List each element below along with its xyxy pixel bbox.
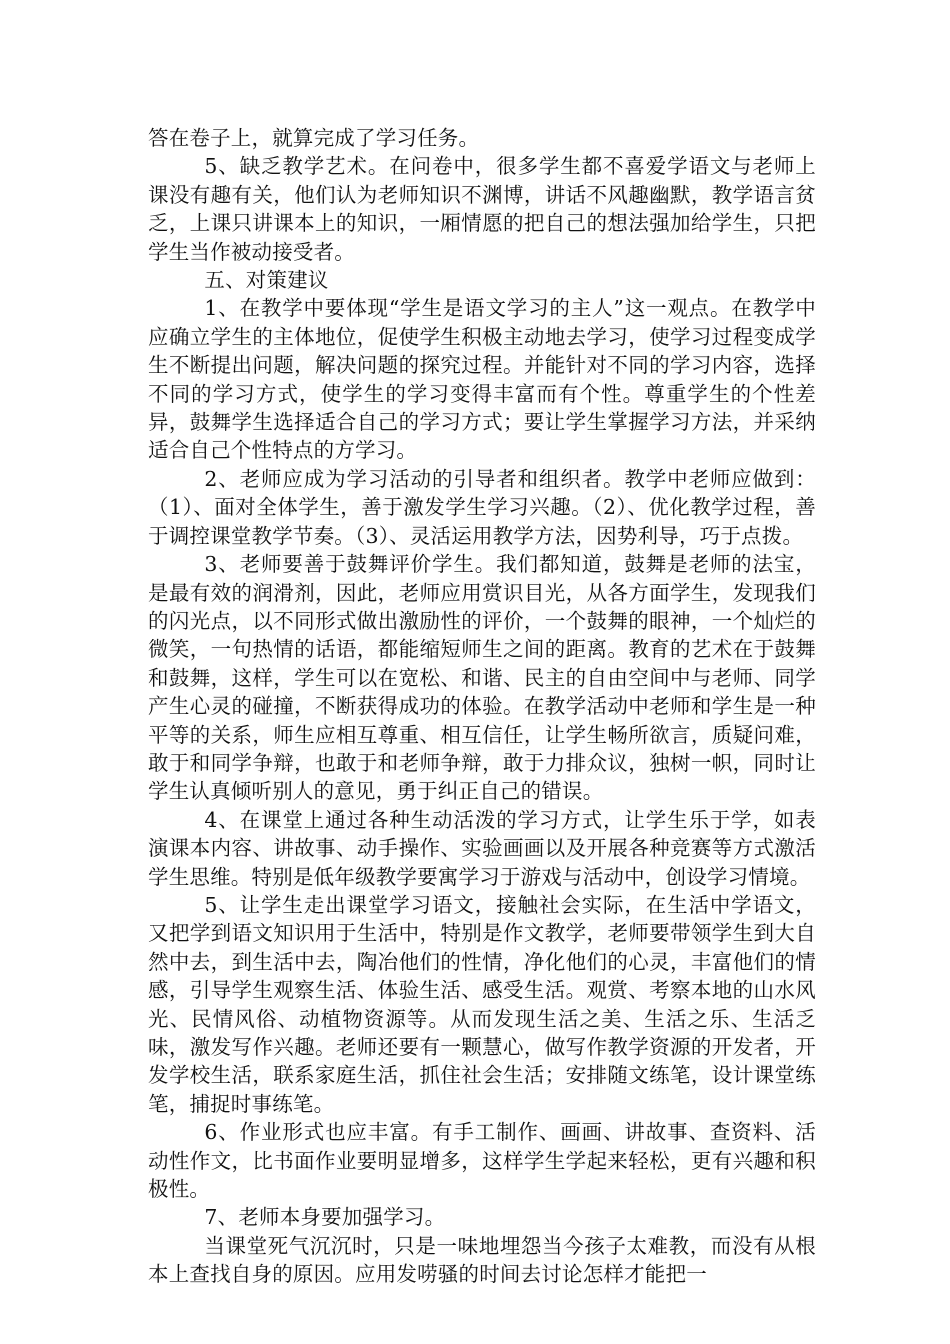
paragraph-strategy-3: 3、老师要善于鼓舞评价学生。我们都知道，鼓舞是老师的法宝，是最有效的润滑剂，因此，老师应用赏识目光，从各方面学生，发现我们的闪光点，以不同形式做出激励性的评价，一个鼓舞的眼神，一个灿烂的微笑，一句热情的话语，都能缩短师生之间的距离。教育的艺术在于鼓舞和鼓舞，这样，学生可以在宽松、和谐、民主的自由空间中与老师、同学产生心灵的碰撞，不断获得成功的体验。在教学活动中老师和学生是一种平等的关系，师生应相互尊重、相互信任，让学生畅所欲言，质疑问难，敢于和同学争辩，也敢于和老师争辩，敢于力排众议，独树一帜，同时让学生认真倾听别人的意见，勇于纠正自己的错误。: [148, 552, 816, 804]
paragraph-item-5-teaching-art: 5、缺乏教学艺术。在问卷中，很多学生都不喜爱学语文与老师上课没有趣有关，他们认为老师知识不渊博，讲话不风趣幽默，教学语言贫乏，上课只讲课本上的知识，一厢情愿的把自己的想法强加给学生，只把学生当作被动接受者。: [148, 154, 816, 264]
paragraph-continuation: 答在卷子上，就算完成了学习任务。: [148, 126, 480, 150]
paragraph-strategy-7: 7、老师本身要加强学习。: [204, 1205, 446, 1230]
section-heading-countermeasures: 五、对策建议: [204, 268, 329, 293]
paragraph-strategy-2: 2、老师应成为学习活动的引导者和组织者。教学中老师应做到：（1）、面对全体学生，善于激发学生学习兴趣。（2）、优化教学过程，善于调控课堂教学节奏。（3）、灵活运用教学方法，因势利导，巧于点拨。: [148, 466, 816, 548]
paragraph-closing: 当课堂死气沉沉时，只是一味地埋怨当今孩子太难教，而没有从根本上查找自身的原因。应用发唠骚的时间去讨论怎样才能把一: [148, 1233, 816, 1287]
paragraph-strategy-1: 1、在教学中要体现“学生是语文学习的主人”这一观点。在教学中应确立学生的主体地位，促使学生积极主动地去学习，使学习过程变成学生不断提出问题，解决问题的探究过程。并能针对不同的学习内容，选择不同的学习方式，使学生的学习变得丰富而有个性。尊重学生的个性差异，鼓舞学生选择适合自己的学习方式；要让学生掌握学习方法，并采纳适合自己个性特点的方学习。: [148, 296, 816, 463]
paragraph-strategy-5: 5、让学生走出课堂学习语文，接触社会实际，在生活中学语文，又把学到语文知识用于生活中，特别是作文教学，老师要带领学生到大自然中去，到生活中去，陶冶他们的性情，净化他们的心灵，丰富他们的情感，引导学生观察生活、体验生活、感受生活。观赏、考察本地的山水风光、民情风俗、动植物资源等。从而发现生活之美、生活之乐、生活乏味，激发写作兴趣。老师还要有一颗慧心，做写作教学资源的开发者，开发学校生活，联系家庭生活，抓住社会生活；安排随文练笔，设计课堂练笔，捕捉时事练笔。: [148, 892, 816, 1116]
paragraph-strategy-4: 4、在课堂上通过各种生动活泼的学习方式，让学生乐于学，如表演课本内容、讲故事、动手操作、实验画画以及开展各种竞赛等方式激活学生思维。特别是低年级教学要寓学习于游戏与活动中，创设学习情境。: [148, 807, 816, 889]
body-text: [148, 124, 816, 1289]
paragraph-strategy-6: 6、作业形式也应丰富。有手工制作、画画、讲故事、查资料、活动性作文，比书面作业要明显增多，这样学生学起来轻松，更有兴趣和积极性。: [148, 1120, 816, 1202]
